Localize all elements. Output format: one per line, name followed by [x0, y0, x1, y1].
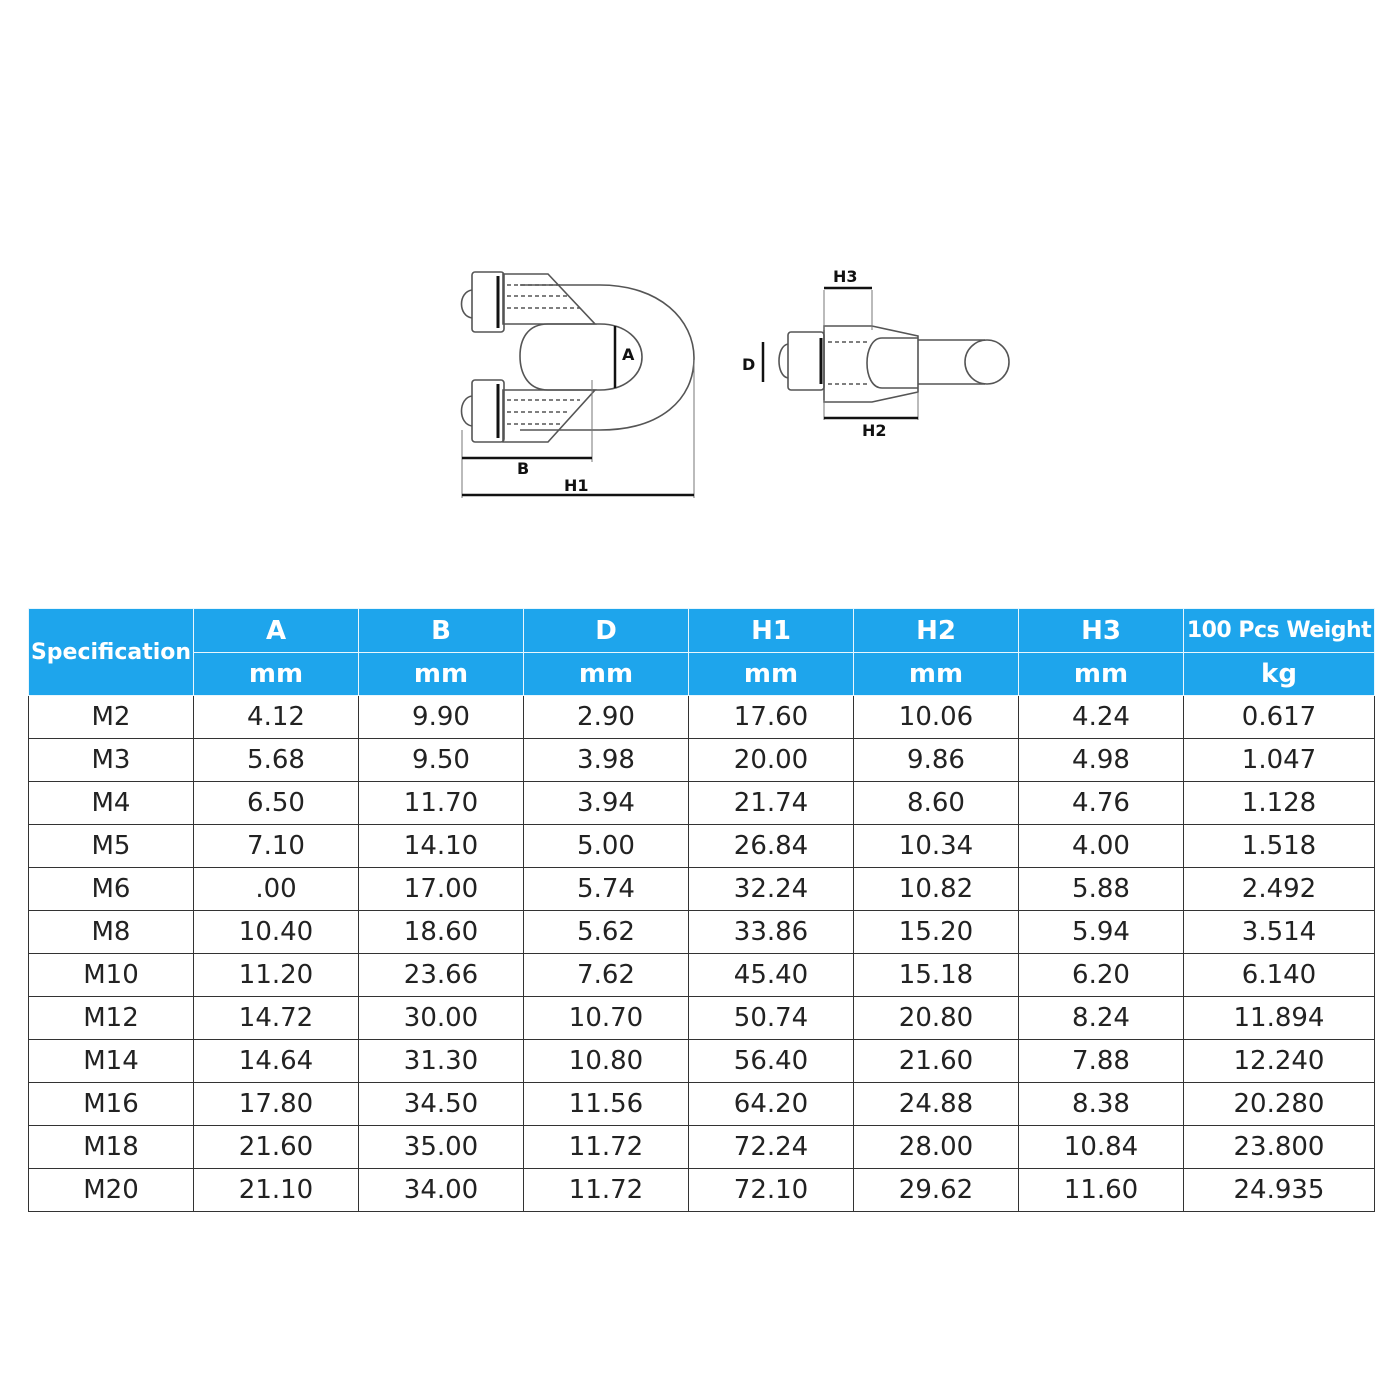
col-header-weight: 100 Pcs Weight: [1184, 609, 1375, 653]
table-row: [29, 1126, 1375, 1169]
table-cell: 1.518: [1184, 825, 1375, 868]
table-row: [29, 825, 1375, 868]
table-cell: 10.70: [524, 997, 689, 1040]
table-row: [29, 739, 1375, 782]
table-cell: 56.40: [689, 1040, 854, 1083]
table-cell: 8.38: [1019, 1083, 1184, 1126]
col-header-b: B: [359, 609, 524, 653]
table-cell: 4.00: [1019, 825, 1184, 868]
table-cell: 3.98: [524, 739, 689, 782]
table-cell: 4.98: [1019, 739, 1184, 782]
col-header-h2: H2: [854, 609, 1019, 653]
spec-cell: M14: [29, 1040, 194, 1083]
unit-h1: mm: [689, 653, 854, 696]
table-cell: 14.10: [359, 825, 524, 868]
table-cell: 20.00: [689, 739, 854, 782]
table-cell: 10.80: [524, 1040, 689, 1083]
table-cell: 8.60: [854, 782, 1019, 825]
label-h2: H2: [862, 421, 887, 440]
table-cell: 3.514: [1184, 911, 1375, 954]
table-cell: 17.60: [689, 696, 854, 739]
col-header-h3: H3: [1019, 609, 1184, 653]
table-cell: 14.72: [194, 997, 359, 1040]
header-row-units: [29, 653, 1375, 696]
table-cell: 11.894: [1184, 997, 1375, 1040]
spec-cell: M20: [29, 1169, 194, 1212]
table-cell: 23.800: [1184, 1126, 1375, 1169]
table-cell: 35.00: [359, 1126, 524, 1169]
spec-cell: M2: [29, 696, 194, 739]
table-body: [29, 696, 1375, 1212]
spec-cell: M6: [29, 868, 194, 911]
table-cell: 20.80: [854, 997, 1019, 1040]
table-row: [29, 954, 1375, 997]
table-cell: 24.88: [854, 1083, 1019, 1126]
col-header-h1: H1: [689, 609, 854, 653]
table-cell: 10.82: [854, 868, 1019, 911]
table-cell: 21.74: [689, 782, 854, 825]
spec-cell: M12: [29, 997, 194, 1040]
front-view: [462, 272, 695, 498]
header-row-names: [29, 609, 1375, 653]
unit-a: mm: [194, 653, 359, 696]
table-cell: 5.00: [524, 825, 689, 868]
table-row: [29, 696, 1375, 739]
table-cell: 15.18: [854, 954, 1019, 997]
table-cell: 34.50: [359, 1083, 524, 1126]
table-cell: 1.047: [1184, 739, 1375, 782]
col-header-d: D: [524, 609, 689, 653]
table-cell: 14.64: [194, 1040, 359, 1083]
table-cell: 11.70: [359, 782, 524, 825]
table-cell: 28.00: [854, 1126, 1019, 1169]
table-cell: 11.60: [1019, 1169, 1184, 1212]
spec-cell: M5: [29, 825, 194, 868]
table-cell: 12.240: [1184, 1040, 1375, 1083]
side-view: [763, 288, 1009, 420]
table-cell: 29.62: [854, 1169, 1019, 1212]
label-b: B: [517, 459, 530, 478]
label-d: D: [742, 355, 756, 374]
table-cell: 5.68: [194, 739, 359, 782]
table-cell: 0.617: [1184, 696, 1375, 739]
table-cell: 31.30: [359, 1040, 524, 1083]
table-cell: 50.74: [689, 997, 854, 1040]
table-cell: 33.86: [689, 911, 854, 954]
label-h3: H3: [833, 267, 858, 286]
table-cell: 9.86: [854, 739, 1019, 782]
table-cell: 45.40: [689, 954, 854, 997]
table-cell: 11.56: [524, 1083, 689, 1126]
table-cell: 10.40: [194, 911, 359, 954]
table-cell: 9.90: [359, 696, 524, 739]
table-cell: 72.10: [689, 1169, 854, 1212]
table-row: [29, 782, 1375, 825]
table-row: [29, 911, 1375, 954]
table-cell: 9.50: [359, 739, 524, 782]
table-row: [29, 1083, 1375, 1126]
table-cell: 17.80: [194, 1083, 359, 1126]
table-cell: 11.72: [524, 1126, 689, 1169]
label-h1: H1: [564, 476, 589, 495]
table-row: [29, 1169, 1375, 1212]
table-cell: 5.62: [524, 911, 689, 954]
table-cell: 2.90: [524, 696, 689, 739]
table-cell: 24.935: [1184, 1169, 1375, 1212]
table-cell: .00: [194, 868, 359, 911]
table-cell: 32.24: [689, 868, 854, 911]
table-cell: 10.84: [1019, 1126, 1184, 1169]
table-cell: 2.492: [1184, 868, 1375, 911]
table-cell: 7.62: [524, 954, 689, 997]
unit-h3: mm: [1019, 653, 1184, 696]
table-cell: 4.24: [1019, 696, 1184, 739]
table-cell: 17.00: [359, 868, 524, 911]
spec-cell: M4: [29, 782, 194, 825]
specification-table: [28, 608, 1375, 1212]
table-cell: 11.72: [524, 1169, 689, 1212]
table-cell: 1.128: [1184, 782, 1375, 825]
table-row: [29, 868, 1375, 911]
table-cell: 8.24: [1019, 997, 1184, 1040]
spec-cell: M10: [29, 954, 194, 997]
wire-rope-clip-diagram: [0, 0, 1400, 560]
table-row: [29, 997, 1375, 1040]
table-cell: 4.12: [194, 696, 359, 739]
table-cell: 72.24: [689, 1126, 854, 1169]
unit-weight: kg: [1184, 653, 1375, 696]
table-cell: 64.20: [689, 1083, 854, 1126]
table-cell: 5.94: [1019, 911, 1184, 954]
table-cell: 6.50: [194, 782, 359, 825]
unit-b: mm: [359, 653, 524, 696]
table-cell: 34.00: [359, 1169, 524, 1212]
label-a: A: [622, 345, 635, 364]
table-cell: 6.140: [1184, 954, 1375, 997]
spec-cell: M3: [29, 739, 194, 782]
table-cell: 21.10: [194, 1169, 359, 1212]
unit-h2: mm: [854, 653, 1019, 696]
col-header-a: A: [194, 609, 359, 653]
table-cell: 11.20: [194, 954, 359, 997]
table-cell: 5.88: [1019, 868, 1184, 911]
table-cell: 18.60: [359, 911, 524, 954]
table-row: [29, 1040, 1375, 1083]
unit-d: mm: [524, 653, 689, 696]
table-cell: 5.74: [524, 868, 689, 911]
table-cell: 10.34: [854, 825, 1019, 868]
table-cell: 4.76: [1019, 782, 1184, 825]
table-cell: 6.20: [1019, 954, 1184, 997]
table-cell: 21.60: [854, 1040, 1019, 1083]
spec-cell: M8: [29, 911, 194, 954]
table-cell: 26.84: [689, 825, 854, 868]
table-cell: 7.10: [194, 825, 359, 868]
table-cell: 10.06: [854, 696, 1019, 739]
table-cell: 3.94: [524, 782, 689, 825]
table-cell: 30.00: [359, 997, 524, 1040]
table-cell: 15.20: [854, 911, 1019, 954]
table-cell: 20.280: [1184, 1083, 1375, 1126]
table-cell: 7.88: [1019, 1040, 1184, 1083]
spec-header: Specification: [29, 609, 194, 696]
spec-cell: M16: [29, 1083, 194, 1126]
table-cell: 21.60: [194, 1126, 359, 1169]
spec-cell: M18: [29, 1126, 194, 1169]
table-cell: 23.66: [359, 954, 524, 997]
